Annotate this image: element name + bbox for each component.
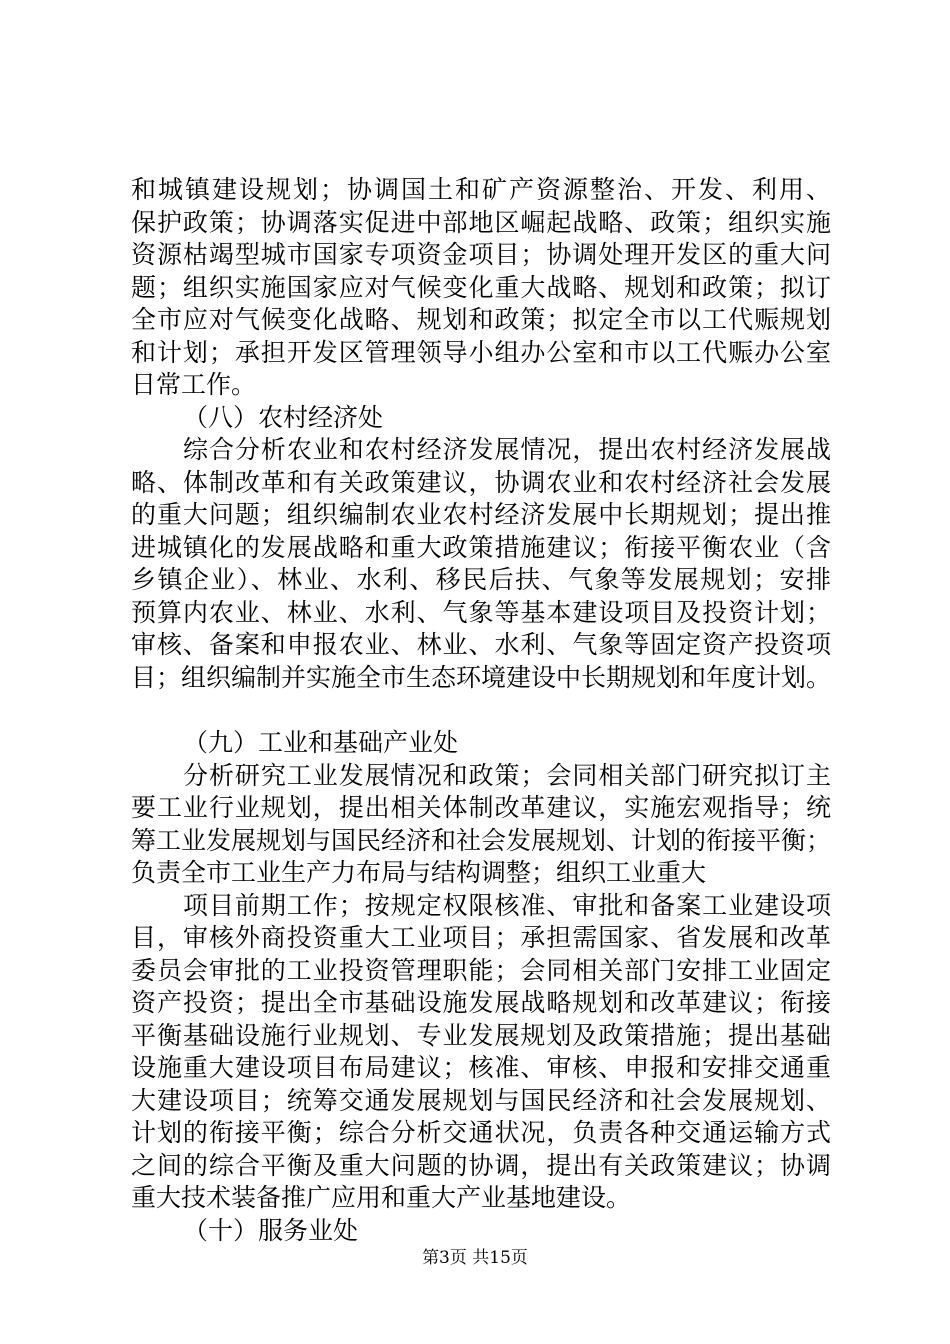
paragraph-line: 之间的综合平衡及重大问题的协调，提出有关政策建议；协调 — [131, 1150, 831, 1180]
section-9-text-b — [131, 890, 831, 1215]
document-body — [131, 174, 831, 1247]
paragraph-line: 的重大问题；组织编制农业农村经济发展中长期规划；提出推 — [131, 500, 831, 529]
paragraph-line: 乡镇企业）、林业、水利、移民后扶、气象等发展规划；安排 — [131, 565, 831, 594]
paragraph-gap — [131, 694, 831, 727]
paragraph-line: 大建设项目；统筹交通发展规划与国民经济和社会发展规划、 — [131, 1085, 831, 1115]
paragraph-line: 计划的衔接平衡；综合分析交通状况，负责各种交通运输方式 — [131, 1118, 831, 1147]
section-8-heading: （八）农村经济处 — [183, 402, 384, 432]
paragraph-line: 要工业行业规划，提出相关体制改革建议，实施宏观指导；统 — [131, 793, 831, 822]
paragraph-line: 设施重大建设项目布局建议；核准、审核、申报和安排交通重 — [131, 1053, 831, 1082]
paragraph-line: 综合分析农业和农村经济发展情况，提出农村经济发展战 — [183, 435, 831, 464]
paragraph-line: 委员会审批的工业投资管理职能；会同相关部门安排工业固定 — [131, 955, 831, 985]
section-10-heading: （十）服务业处 — [183, 1215, 359, 1245]
paragraph-line: 目；组织编制并实施全市生态环境建设中长期规划和年度计划。 — [131, 662, 832, 692]
paragraph-line: 目，审核外商投资重大工业项目；承担需国家、省发展和改革 — [131, 923, 831, 952]
paragraph-line: 预算内农业、林业、水利、气象等基本建设项目及投资计划； — [131, 597, 831, 627]
section-7-text — [131, 174, 831, 402]
paragraph-line: 资源枯竭型城市国家专项资金项目；协调处理开发区的重大问 — [131, 240, 831, 269]
paragraph-line: 重大技术装备推广应用和重大产业基地建设。 — [131, 1183, 632, 1212]
paragraph-line: 平衡基础设施行业规划、专业发展规划及政策措施；提出基础 — [131, 1020, 831, 1050]
paragraph-line: 项目前期工作；按规定权限核准、审批和备案工业建设项 — [183, 890, 831, 920]
page-number-footer: 第3页 共15页 — [422, 1248, 528, 1268]
section-9-text-a — [131, 760, 831, 890]
paragraph-line: 略、体制改革和有关政策建议，协调农业和农村经济社会发展 — [131, 467, 831, 497]
paragraph-line: 审核、备案和申报农业、林业、水利、气象等固定资产投资项 — [131, 630, 831, 659]
paragraph-line: 和计划；承担开发区管理领导小组办公室和市以工代赈办公室 — [131, 337, 831, 367]
paragraph-line: 题；组织实施国家应对气候变化重大战略、规划和政策；拟订 — [131, 272, 831, 302]
section-8-text — [131, 434, 831, 694]
paragraph-line: 筹工业发展规划与国民经济和社会发展规划、计划的衔接平衡； — [131, 825, 832, 855]
paragraph-line: 日常工作。 — [131, 370, 257, 399]
paragraph-line: 资产投资；提出全市基础设施发展战略规划和改革建议；衔接 — [131, 988, 831, 1017]
paragraph-line: 全市应对气候变化战略、规划和政策；拟定全市以工代赈规划 — [131, 305, 831, 334]
paragraph-line: 和城镇建设规划；协调国土和矿产资源整治、开发、利用、 — [131, 175, 831, 204]
paragraph-line: 进城镇化的发展战略和重大政策措施建议；衔接平衡农业（含 — [131, 532, 831, 562]
paragraph-line: 负责全市工业生产力布局与结构调整；组织工业重大 — [131, 858, 707, 887]
section-9-heading: （九）工业和基础产业处 — [183, 728, 459, 757]
paragraph-line: 保护政策；协调落实促进中部地区崛起战略、政策；组织实施 — [131, 207, 831, 237]
paragraph-line: 分析研究工业发展情况和政策；会同相关部门研究拟订主 — [183, 760, 831, 790]
